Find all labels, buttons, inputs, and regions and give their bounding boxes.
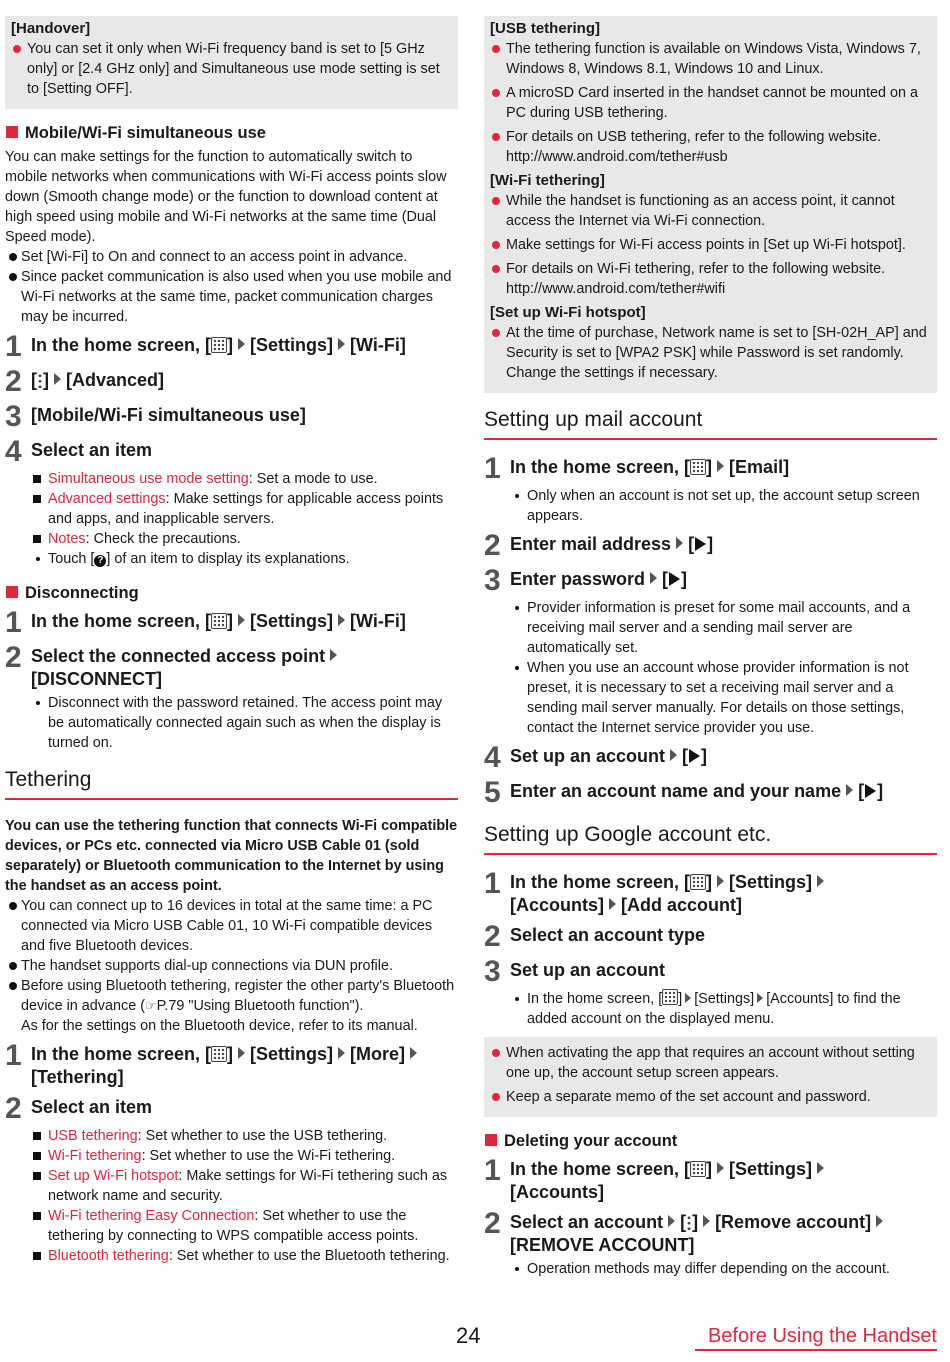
next-arrow-icon (410, 1047, 417, 1059)
step-details (484, 989, 937, 1029)
step-text-part: [Settings] (250, 611, 334, 631)
next-arrow-icon (757, 993, 763, 1003)
step-text-part: [Advanced] (66, 370, 165, 390)
step (484, 452, 937, 485)
page-reference: P.79 "Using Bluetooth function"). (156, 998, 364, 1014)
apps-grid-icon (211, 1046, 227, 1062)
bullet: Set [Wi-Fi] to On and connect to an access point in advance. (5, 247, 458, 267)
step-text-part: Enter password (510, 569, 646, 589)
next-arrow-icon (676, 537, 683, 549)
step-note: Operation methods may differ depending on the account. (510, 1259, 937, 1279)
next-arrow-icon (717, 875, 724, 887)
simultaneous-use-intro: You can make settings for the function to automatically switch to mobile networks when communications with Wi-Fi access points slow down (Smooth change mode) or the function to download content at high speed using mobile and Wi-Fi networks at the same time (Dual Speed mode). (5, 149, 447, 245)
item-label: Notes (48, 531, 86, 547)
note-bullet: Keep a separate memo of the set account and password. (490, 1087, 931, 1107)
step-text-part: [ (31, 370, 37, 390)
note-bullet: While the handset is functioning as an access point, it cannot access the Internet via Wi-Fi connection. (490, 191, 931, 231)
step-text (31, 334, 406, 357)
bullet (5, 976, 458, 1036)
next-arrow-icon (685, 993, 691, 1003)
step-text (510, 745, 707, 768)
step-text (31, 610, 406, 633)
step-text (510, 1158, 829, 1204)
step-text-part: [ (688, 534, 695, 554)
step-number: 1 (484, 867, 501, 900)
step-text-part: [Accounts] (510, 895, 604, 915)
apps-grid-icon (690, 874, 706, 890)
step-text-part: [Tethering] (31, 1067, 124, 1087)
step-text-part: [Remove account] (715, 1212, 872, 1232)
next-arrow-icon (670, 749, 677, 761)
bullet: Since packet communication is also used when you use mobile and Wi-Fi networks at the same time, packet communication charges may be incurred. (5, 267, 458, 327)
note-text: [Accounts] to find the added account on the displayed menu. (527, 991, 901, 1027)
bullet: You can connect up to 16 devices in total at the same time: a PC connected via Micro USB Cable 01, 10 Wi-Fi compatible devices and five Bluetooth devices. (5, 896, 458, 956)
step (484, 776, 937, 809)
step-text-part: [Settings] (729, 872, 813, 892)
step-number: 4 (484, 741, 501, 774)
next-button-icon (865, 784, 876, 798)
step-text-part: In the home screen, [ (31, 335, 212, 355)
touch-note (31, 549, 458, 569)
step-text-part: [Wi-Fi] (350, 335, 406, 355)
step-details (5, 693, 458, 753)
apps-grid-icon (211, 613, 227, 629)
step (484, 867, 937, 917)
step-text (31, 369, 164, 392)
step (5, 606, 458, 639)
step-text-part: ] (707, 534, 714, 554)
item-label: Bluetooth tethering (48, 1248, 169, 1264)
bullet: The handset supports dial-up connections via DUN profile. (5, 956, 458, 976)
step-text (510, 1211, 888, 1257)
step-number: 2 (484, 529, 501, 562)
help-icon: ? (94, 555, 106, 567)
next-arrow-icon (717, 1162, 724, 1174)
note-text: ] of an item to display its explanations. (106, 551, 350, 567)
step-note (510, 989, 937, 1029)
step-text-part: ] (706, 1159, 713, 1179)
step-text-part: Enter mail address (510, 534, 672, 554)
note-bullet: A microSD Card inserted in the handset cannot be mounted on a PC during USB tethering. (490, 83, 931, 123)
next-button-icon (669, 572, 680, 586)
step-text-part: In the home screen, [ (510, 872, 691, 892)
menu-item-description (31, 1146, 458, 1166)
menu-item-description (31, 1126, 458, 1146)
step-text-part: ] (692, 1212, 699, 1232)
step-text: Select an item (31, 1097, 153, 1117)
next-arrow-icon (817, 1162, 824, 1174)
reference-icon: ☞ (145, 998, 157, 1013)
tethering-intro: You can use the tethering function that connects Wi-Fi compatible devices, or PCs etc. connected via Micro USB Cable 01 (sold separately) or Bluetooth communication to the Internet by using the handset as an access point. (5, 818, 458, 894)
menu-item-description (31, 529, 458, 549)
step-number: 3 (484, 955, 501, 988)
step-text-part: ] (877, 781, 884, 801)
item-desc: : Make settings for Wi-Fi tethering such as network name and security. (48, 1168, 448, 1204)
item-desc: : Set whether to use the USB tethering. (137, 1128, 388, 1144)
item-label: Simultaneous use mode setting (48, 471, 249, 487)
menu-item-description (31, 1166, 458, 1206)
step-text-part: [Wi-Fi] (350, 611, 406, 631)
next-arrow-icon (846, 784, 853, 796)
item-desc: : Make settings for applicable access points and apps, and inapplicable servers. (48, 491, 444, 527)
step-number: 4 (5, 435, 22, 468)
note-bullet: Make settings for Wi-Fi access points in [Set up Wi-Fi hotspot]. (490, 235, 931, 255)
apps-grid-icon (690, 459, 706, 475)
step (484, 741, 937, 774)
subheading-disconnecting: Disconnecting (5, 583, 458, 603)
step-text (510, 568, 687, 591)
section-title-google-account: Setting up Google account etc. (484, 822, 937, 855)
note-heading: [USB tethering] (490, 20, 600, 37)
page-number: 24 (456, 1323, 481, 1348)
left-column (5, 16, 458, 1266)
note-bullet: You can set it only when Wi-Fi frequency band is set to [5 GHz only] or [2.4 GHz only] and Simultaneous use mode setting is set to [Setting OFF]. (11, 39, 452, 99)
step-details (5, 1126, 458, 1266)
note-text: Touch [ (48, 551, 95, 567)
step-text-part: [ (858, 781, 865, 801)
step-text (31, 645, 342, 691)
item-desc: : Check the precautions. (85, 531, 241, 547)
item-desc: : Set whether to use the tethering by connecting to WPS compatible access points. (48, 1208, 419, 1244)
step-number: 1 (484, 452, 501, 485)
step-text-part: [More] (350, 1044, 406, 1064)
step-text: Set up an account (510, 960, 666, 980)
menu-item-description (31, 1246, 458, 1266)
next-arrow-icon (238, 338, 245, 350)
next-arrow-icon (238, 1047, 245, 1059)
step-text-part: ] (227, 1044, 234, 1064)
step-number: 2 (5, 365, 22, 398)
step-text (510, 456, 789, 479)
subheading-deleting-account: Deleting your account (484, 1131, 937, 1151)
next-arrow-icon (876, 1215, 883, 1227)
apps-grid-icon (662, 989, 678, 1005)
handover-note (5, 16, 458, 109)
next-arrow-icon (238, 614, 245, 626)
item-label: Wi-Fi tethering Easy Connection (48, 1208, 255, 1224)
step (5, 1039, 458, 1089)
menu-item-description (31, 469, 458, 489)
step (484, 529, 937, 562)
step-text-part: [ (682, 746, 689, 766)
menu-item-description (31, 1206, 458, 1246)
step-text: Select an item (31, 440, 153, 460)
step-text-part: ] (227, 611, 234, 631)
step-text-part: Select the connected access point (31, 646, 326, 666)
next-arrow-icon (338, 338, 345, 350)
next-arrow-icon (703, 1215, 710, 1227)
next-arrow-icon (717, 460, 724, 472)
item-label: Advanced settings (48, 491, 166, 507)
item-desc: : Set a mode to use. (248, 471, 378, 487)
step-note: Only when an account is not set up, the account setup screen appears. (510, 486, 937, 526)
item-desc: : Set whether to use the Bluetooth tethering. (168, 1248, 450, 1264)
step-number: 2 (5, 1092, 22, 1125)
section-title-tethering: Tethering (5, 767, 458, 800)
note-bullet: For details on Wi-Fi tethering, refer to the following website. http://www.android.com/tether#wifi (490, 259, 931, 299)
step (484, 1207, 937, 1257)
step-text (31, 1043, 422, 1089)
next-arrow-icon (668, 1215, 675, 1227)
step (484, 955, 937, 988)
step-number: 2 (484, 1207, 501, 1240)
note-bullet: For details on USB tethering, refer to the following website. http://www.android.com/tether#usb (490, 127, 931, 167)
note-bullet: The tethering function is available on Windows Vista, Windows 7, Windows 8, Windows 8.1, Windows 10 and Linux. (490, 39, 931, 79)
item-label: USB tethering (48, 1128, 138, 1144)
bullet-text: Before using Bluetooth tethering, register the other party's Bluetooth device in advance ( (21, 978, 455, 1014)
section-title-mail-account: Setting up mail account (484, 407, 937, 440)
step-number: 3 (5, 400, 22, 433)
next-button-icon (689, 749, 700, 763)
step (484, 1154, 937, 1204)
step-number: 1 (5, 330, 22, 363)
step-text-part: In the home screen, [ (510, 457, 691, 477)
tethering-note (484, 16, 937, 393)
step-text-part: ] (706, 457, 713, 477)
step-number: 1 (5, 606, 22, 639)
item-desc: : Set whether to use the Wi-Fi tethering. (141, 1148, 396, 1164)
step-text-part: [REMOVE ACCOUNT] (510, 1235, 695, 1255)
step-details (484, 1259, 937, 1279)
step-number: 5 (484, 776, 501, 809)
step-text-part: In the home screen, [ (31, 611, 212, 631)
note-heading: [Set up Wi-Fi hotspot] (490, 304, 646, 321)
next-arrow-icon (338, 614, 345, 626)
next-arrow-icon (54, 373, 61, 385)
step-text-part: ] (706, 872, 713, 892)
step-text-part: [ (662, 569, 669, 589)
step-text-part: [Settings] (250, 335, 334, 355)
next-arrow-icon (609, 898, 616, 910)
note-bullet: At the time of purchase, Network name is set to [SH-02H_AP] and Security is set to [WPA2 PSK] while Password is set randomly. Change the settings if necessary. (490, 323, 931, 383)
step-number: 1 (484, 1154, 501, 1187)
step-text-part: In the home screen, [ (510, 1159, 691, 1179)
step (5, 641, 458, 691)
step-text: Select an account type (510, 925, 706, 945)
step (5, 365, 458, 398)
step (5, 400, 458, 433)
step-text-part: In the home screen, [ (31, 1044, 212, 1064)
subheading-simultaneous-use: Mobile/Wi-Fi simultaneous use (5, 123, 458, 143)
step-number: 3 (484, 564, 501, 597)
note-text: [Settings] (694, 991, 755, 1007)
step-text (510, 780, 883, 803)
step-details (5, 469, 458, 569)
step (5, 330, 458, 363)
step (484, 564, 937, 597)
step-text-part: Select an account (510, 1212, 664, 1232)
step-text-part: ] (227, 335, 234, 355)
step-text-part: ] (43, 370, 49, 390)
step-details (484, 486, 937, 526)
step-number: 1 (5, 1039, 22, 1072)
apps-grid-icon (690, 1161, 706, 1177)
step-text-part: [Email] (729, 457, 790, 477)
next-arrow-icon (330, 649, 337, 661)
step-text-part: [ (680, 1212, 687, 1232)
right-column (484, 16, 937, 1279)
step-details (484, 598, 937, 738)
step-text (510, 533, 713, 556)
note-bullet: When activating the app that requires an account without setting one up, the account setup screen appears. (490, 1043, 931, 1083)
next-arrow-icon (338, 1047, 345, 1059)
step (5, 1092, 458, 1125)
step-text (510, 871, 829, 917)
step-text-part: [Settings] (729, 1159, 813, 1179)
step (5, 435, 458, 468)
step-text-part: [Accounts] (510, 1182, 604, 1202)
item-label: Set up Wi-Fi hotspot (48, 1168, 179, 1184)
step-note: When you use an account whose provider information is not preset, it is necessary to set a receiving mail server and a sending mail server manually. For details on those settings, contact the Internet service provider you use. (510, 658, 937, 738)
step-number: 2 (484, 920, 501, 953)
next-button-icon (695, 537, 706, 551)
note-text: ] (678, 991, 683, 1007)
step-text-part: [Settings] (250, 1044, 334, 1064)
menu-item-description (31, 489, 458, 529)
step-note: Provider information is preset for some mail accounts, and a receiving mail server and a sending mail server are automatically set. (510, 598, 937, 658)
step (484, 920, 937, 953)
step-text-part: Set up an account (510, 746, 666, 766)
step-text: [Mobile/Wi-Fi simultaneous use] (31, 405, 306, 425)
note-text: In the home screen, [ (527, 991, 663, 1007)
account-note (484, 1037, 937, 1117)
note-heading: [Wi-Fi tethering] (490, 172, 605, 189)
step-text-part: Enter an account name and your name (510, 781, 842, 801)
step-text-part: ] (681, 569, 688, 589)
next-arrow-icon (650, 572, 657, 584)
step-text-part: [DISCONNECT] (31, 669, 162, 689)
chapter-link[interactable]: Before Using the Handset (695, 1323, 937, 1351)
bullet-text: As for the settings on the Bluetooth device, refer to its manual. (21, 1018, 418, 1034)
next-arrow-icon (817, 875, 824, 887)
step-text-part: [Add account] (621, 895, 742, 915)
step-number: 2 (5, 641, 22, 674)
item-label: Wi-Fi tethering (48, 1148, 142, 1164)
apps-grid-icon (211, 337, 227, 353)
step-note: Disconnect with the password retained. The access point may be automatically connected again such as when the display is turned on. (31, 693, 458, 753)
step-text-part: ] (701, 746, 708, 766)
note-heading: [Handover] (11, 20, 91, 37)
